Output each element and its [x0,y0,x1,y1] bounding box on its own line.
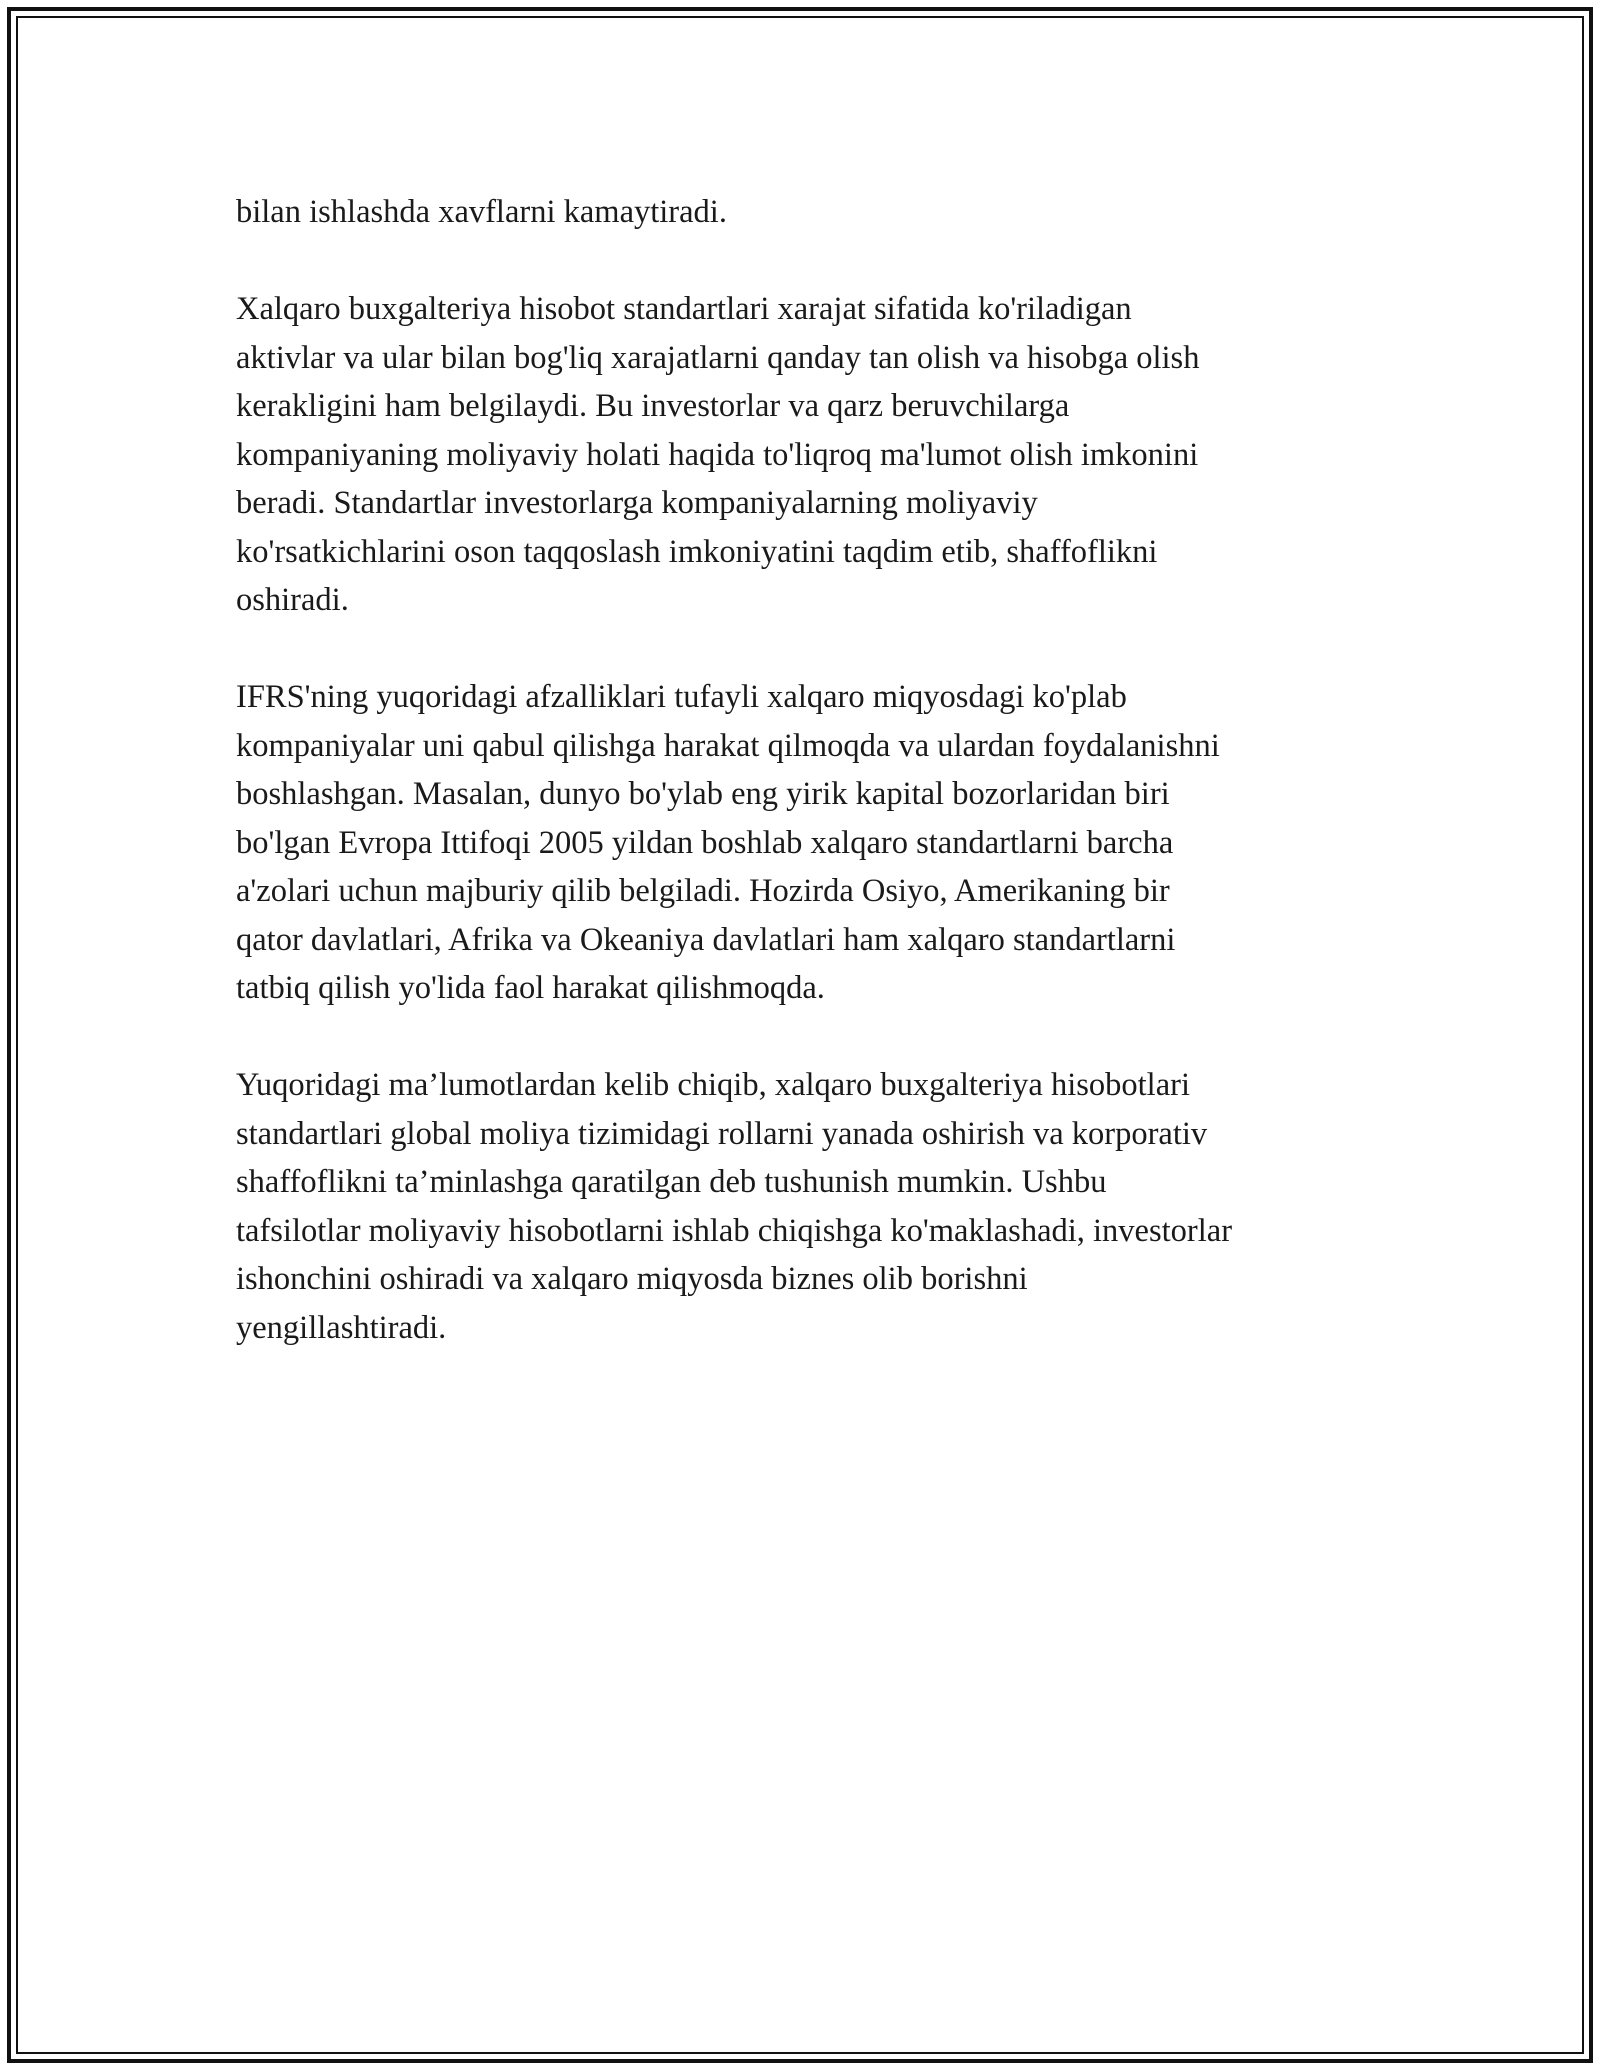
document-body [236,188,1386,1401]
paragraph-conclusion: Yuqoridagi ma’lumotlardan kelib chiqib, xalqaro buxgalteriya hisobotlari standartlari global moliya tizimidagi rollarni yanada oshirish va korporativ shaffoflikni ta’minlashga qaratilgan deb tushunish mumkin. Ushbu tafsilotlar moliyaviy hisobotlarni ishlab chiqishga ko'maklashadi, investorlar ishonchini oshiradi va xalqaro miqyosda biznes olib borishni yengillashtiradi. [236,1067,1233,1346]
paragraph-continuation: bilan ishlashda xavflarni kamaytiradi. [236,194,727,230]
paragraph-ifrs-expenses: Xalqaro buxgalteriya hisobot standartlari xarajat sifatida ko'riladigan aktivlar va ular bilan bog'liq xarajatlarni qanday tan olish va hisobga olish kerakligini ham belgilaydi. Bu investorlar va qarz beruvchilarga kompaniyaning moliyaviy holati haqida to'liqroq ma'lumot olish imkonini beradi. Standartlar investorlarga kompaniyalarning moliyaviy ko'rsatkichlarini oson taqqoslash imkoniyatini taqdim etib, shaffoflikni oshiradi. [236,291,1200,618]
paragraph-ifrs-adoption: IFRS'ning yuqoridagi afzalliklari tufayli xalqaro miqyosdagi ko'plab kompaniyalar uni qabul qilishga harakat qilmoqda va ulardan foydalanishni boshlashgan. Masalan, dunyo bo'ylab eng yirik kapital bozorlaridan biri bo'lgan Evropa Ittifoqi 2005 yildan boshlab xalqaro standartlarni barcha a'zolari uchun majburiy qilib belgiladi. Hozirda Osiyo, Amerikaning bir qator davlatlari, Afrika va Okeaniya davlatlari ham xalqaro standartlarni tatbiq qilish yo'lida faol harakat qilishmoqda. [236,679,1220,1006]
